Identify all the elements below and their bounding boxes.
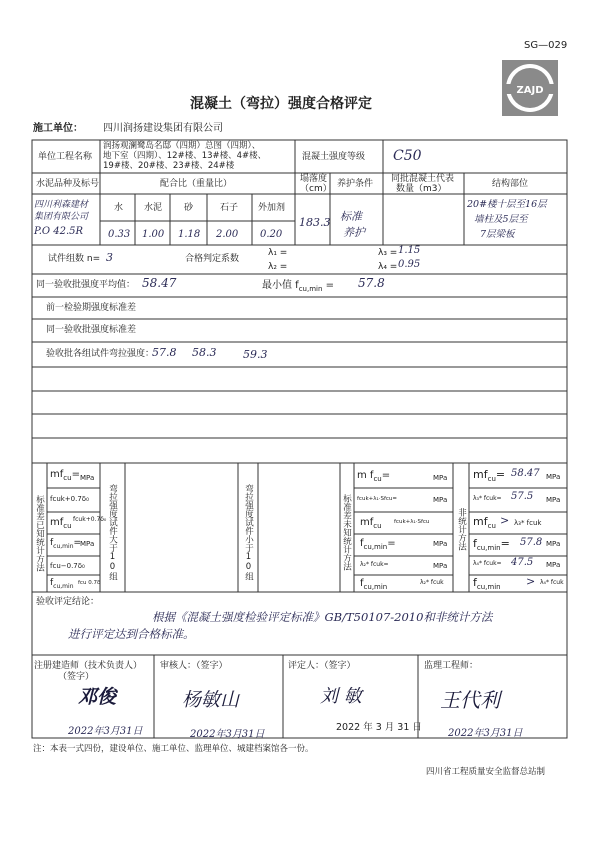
col5-l4fcuk: λ₄* fcuk=	[473, 560, 502, 567]
min-label	[262, 280, 334, 293]
col1-mfcu-2: $mf_{cu}$	[50, 517, 72, 530]
svg-text:ZAJD: ZAJD	[516, 85, 544, 96]
col5-gt-2: >	[526, 575, 536, 588]
col5-l4fcuk-value: 47.5	[511, 557, 534, 568]
col4-l2fcuk: λ₂* fcuk=	[360, 561, 389, 568]
col4-fmin-2: $f_{cu,min}$	[360, 578, 388, 591]
col4-l2fcuk-2: λ₂* fcuk	[420, 579, 444, 586]
col4-mfcu: m $f_{cu}=$	[357, 470, 391, 483]
col4-mpa-4: MPa	[433, 562, 448, 570]
col4-fcuk-1: fcuk+λ₁·Sfcu=	[357, 496, 397, 502]
curing-value-2: 养护	[343, 226, 365, 239]
col1-fcu-1: fcu−0.7δ₀	[50, 562, 85, 570]
location-line3: 7层梁板	[480, 229, 515, 240]
col5-fmin: $f_{cu,min}=$	[473, 537, 510, 553]
mix-col-cement: 水泥	[144, 203, 163, 213]
assessor-date: 2022 年 3 月 31 日	[336, 722, 422, 733]
contractor-label: 施工单位：	[33, 123, 83, 134]
supervisor-signature: 王代利	[440, 688, 500, 712]
mix-val-additive: 0.20	[260, 229, 283, 240]
col1-fmin: $f_{cu,min}=$	[50, 538, 82, 550]
col5-unit-1: MPa	[546, 473, 561, 481]
avg-label: 同一验收批强度平均值：	[36, 280, 136, 290]
cement-label: 水泥品种及标号	[36, 179, 100, 189]
col5-mfcu: $mf_{cu}=$	[473, 468, 506, 484]
unit-project-line2: 地下室（四期）、12#楼、13#楼、4#楼、	[103, 151, 267, 161]
slump-label-1: 塌落度	[300, 174, 328, 184]
assessor-signature: 刘 敏	[320, 686, 362, 707]
group-strength-3: 59.3	[243, 348, 268, 361]
lambda4: λ₄ =	[378, 262, 398, 272]
col5-fmin-2: $f_{cu,min}$	[473, 576, 501, 592]
unit-project-label: 单位工程名称	[38, 152, 93, 162]
mix-col-water: 水	[114, 203, 124, 213]
min-label-text: 最小值 f	[262, 280, 299, 291]
lambda4-value: 0.95	[398, 259, 421, 270]
conclusion-label: 验收评定结论：	[36, 597, 100, 607]
col4-mpa-1: MPa	[433, 474, 448, 482]
conclusion-line2: 进行评定达到合格标准。	[68, 627, 195, 641]
cement-line3: P.O 42.5R	[34, 226, 84, 237]
col5-l4fcuk-2: λ₄* fcuk	[540, 579, 564, 586]
col4-mfcu-2: $mf_{cu}$	[360, 517, 382, 530]
mix-col-sand: 砂	[184, 203, 194, 213]
col5-gt-1: >	[500, 514, 510, 527]
location-line2: 墙柱及5层至	[474, 214, 528, 225]
mix-label: 配合比（重量比）	[160, 179, 233, 189]
group-strength-2: 58.3	[192, 346, 217, 359]
curing-value-1: 标准	[340, 210, 362, 223]
assessor-label: 评定人：（签字）	[288, 661, 356, 671]
specimen-count-value: 3	[106, 251, 113, 264]
cement-line1: 四川利森建材	[34, 200, 89, 210]
footer-org: 四川省工程质量安全监督总站制	[426, 767, 546, 777]
engineer-label-1: 注册建造师（技术负责人）	[34, 661, 143, 671]
contractor-value: 四川润扬建设集团有限公司	[103, 123, 223, 134]
grade-label: 混凝土强度等级	[302, 152, 366, 162]
group-strength-1: 57.8	[152, 346, 177, 359]
col2-vertical: 弯拉强度试件大于10组	[107, 484, 118, 581]
engineer-date: 2022年3月31日	[68, 726, 143, 737]
col4-mpa-3: MPa	[433, 540, 448, 548]
lambda3-value: 1.15	[398, 245, 421, 256]
min-value: 57.8	[358, 276, 385, 290]
location-line1: 20#楼十层至16层	[467, 199, 547, 210]
col4-fcuk-2: fcuk+λ₁·Sfcu	[394, 519, 430, 525]
volume-label-1: 同批混凝土代表	[391, 174, 455, 184]
cement-line2: 集团有限公司	[34, 212, 89, 222]
col1-fcuk-1: fcuk+0.7δ₀	[50, 495, 89, 503]
col1-fcu-2: fcu 0.7δ	[78, 580, 101, 586]
engineer-signature: 邓俊	[78, 686, 117, 708]
col4-fmin: $f_{cu,min}=$	[360, 538, 396, 551]
col5-mfcu-value: 58.47	[511, 468, 540, 479]
col5-unit-3: MPa	[546, 540, 561, 548]
mix-val-stone: 2.00	[216, 229, 239, 240]
unit-project-line3: 19#楼、20#楼、23#楼、24#楼	[103, 161, 235, 171]
grade-value: C50	[393, 148, 422, 164]
col5-l3fcuk-2: λ₃* fcuk	[514, 519, 542, 527]
col1-fcuk-2: fcuk+0.7δ₀	[73, 516, 107, 523]
lambda3: λ₃ =	[378, 248, 398, 258]
reviewer-signature: 杨敏山	[182, 689, 240, 711]
col1-fmin-2: $f_{cu,min}$	[50, 578, 74, 590]
col5-unit-4: MPa	[546, 561, 561, 569]
mix-col-stone: 石子	[220, 203, 239, 213]
col5-unit-2: MPa	[546, 496, 561, 504]
avg-value: 58.47	[142, 276, 177, 290]
location-label: 结构部位	[492, 179, 529, 189]
col5-l3fcuk-value: 57.5	[511, 491, 534, 502]
mix-val-sand: 1.18	[178, 229, 201, 240]
slump-label-2: （cm）	[300, 184, 332, 194]
reviewer-label: 审核人：（签字）	[160, 661, 228, 671]
form-code: SG—029	[524, 40, 568, 51]
min-eq: =	[325, 280, 334, 291]
col5-fmin-value: 57.8	[520, 537, 543, 548]
col5-vertical: 非统计方法	[456, 508, 467, 551]
unit-project-line1: 润扬观澜鹭岛名邸（四期）总图（四期）、	[103, 141, 261, 151]
footer-note: 注：本表一式四份，建设单位、施工单位、监理单位、城建档案馆各一份。	[33, 744, 314, 754]
lambda1: λ₁ =	[268, 248, 288, 258]
mix-col-additive: 外加剂	[258, 203, 286, 213]
engineer-label-2: （签字）	[58, 672, 95, 682]
same-std-label: 同一验收批强度标准差	[46, 325, 137, 335]
volume-label-2: 数量（m3）	[396, 184, 447, 194]
coeff-label: 合格判定系数	[185, 254, 240, 264]
mix-val-cement: 1.00	[142, 229, 165, 240]
col5-l3fcuk: λ₃* fcuk=	[473, 495, 502, 502]
lambda2: λ₂ =	[268, 262, 288, 272]
supervisor-label: 监理工程师：	[424, 661, 479, 671]
col1-mfcu: $mf_{cu}=$	[50, 469, 80, 482]
col4-vertical: 标准差未知统计方法	[341, 494, 352, 571]
col4-mpa-2: MPa	[433, 496, 448, 504]
col5-mfcu-2: $mf_{cu}$	[473, 515, 496, 531]
conclusion-line1: 根据《混凝土强度检验评定标准》GB/T50107-2010和非统计方法	[152, 610, 493, 624]
group-strengths-label: 验收批各组试件弯拉强度：	[46, 349, 155, 359]
supervisor-date: 2022年3月31日	[448, 728, 523, 739]
min-label-sub: cu,min	[298, 285, 323, 293]
col3-vertical: 弯拉强度试件小于10组	[243, 484, 254, 581]
slump-value: 183.3	[299, 216, 331, 229]
specimen-count-label: 试件组数 n=	[48, 254, 101, 264]
mix-val-water: 0.33	[108, 229, 131, 240]
curing-label: 养护条件	[337, 179, 374, 189]
col1-mpa-2: MPa	[80, 540, 95, 548]
col1-vertical: 标准差已知统计方法	[34, 495, 45, 572]
col1-mpa-1: MPa	[80, 474, 95, 482]
page-title: 混凝土（弯拉）强度合格评定	[190, 96, 372, 112]
prev-std-label: 前一检验期强度标准差	[46, 303, 137, 313]
reviewer-date: 2022年3月31日	[190, 729, 265, 740]
